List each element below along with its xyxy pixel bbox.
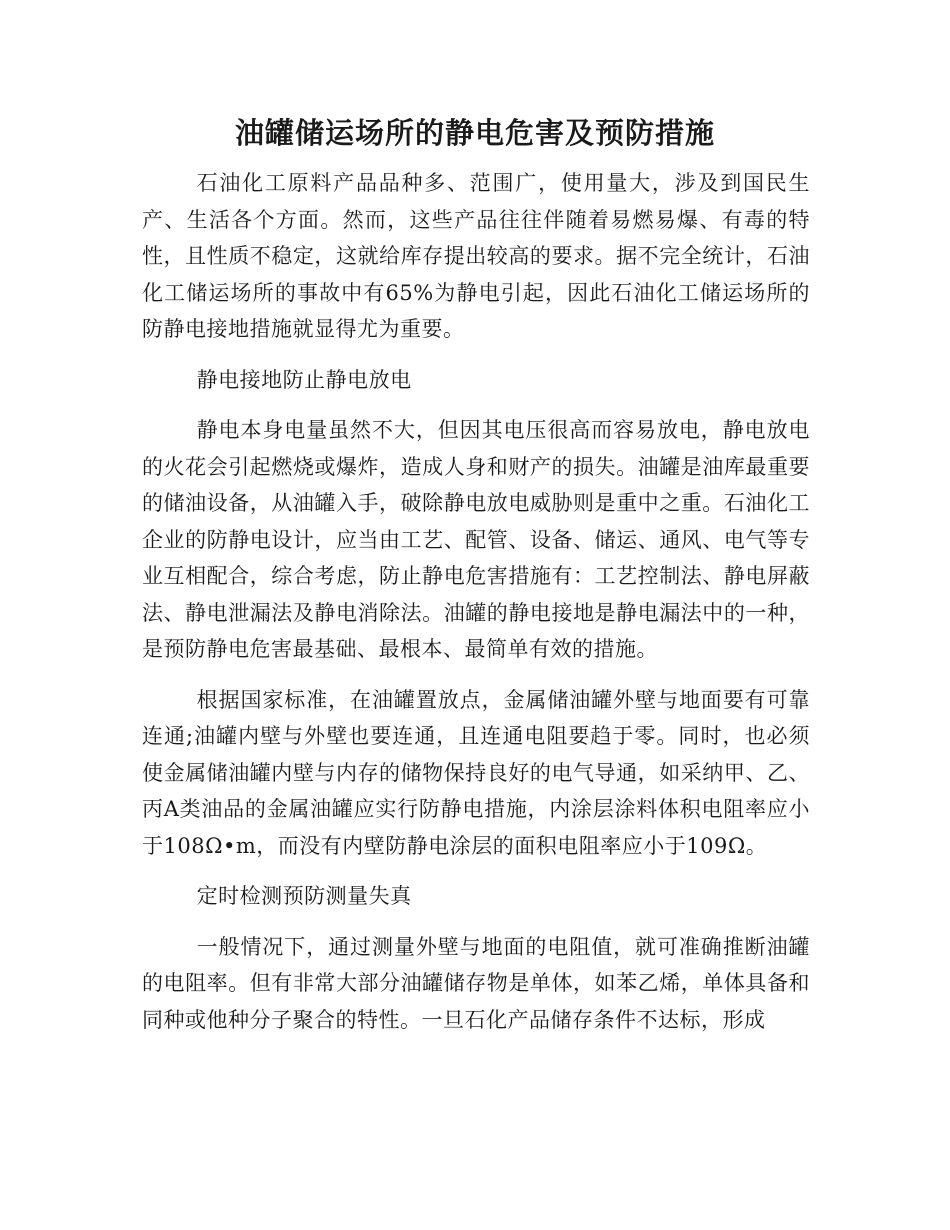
- paragraph-static-discharge: 静电本身电量虽然不大，但因其电压很高而容易放电，静电放电的火花会引起燃烧或爆炸，造成人身和财产的损失。油罐是油库最重要的储油设备，从油罐入手，破除静电放电威胁则是重中之重。石油化工企业的防静电设计，应当由工艺、配管、设备、储运、通风、电气等专业互相配合，综合考虑，防止静电危害措施有：工艺控制法、静电屏蔽法、静电泄漏法及静电消除法。油罐的静电接地是静电漏法中的一种，是预防静电危害最基础、最根本、最简单有效的措施。: [142, 418, 810, 661]
- paragraph-intro: 石油化工原料产品品种多、范围广，使用量大，涉及到国民生产、生活各个方面。然而，这些产品往往伴随着易燃易爆、有毒的特性，且性质不稳定，这就给库存提出较高的要求。据不完全统计，石油化工储运场所的事故中有65%为静电引起，因此石油化工储运场所的防静电接地措施就显得尤为重要。: [142, 171, 810, 341]
- document-body: [142, 165, 810, 1038]
- paragraph-national-standard: 根据国家标准，在油罐置放点，金属储油罐外壁与地面要有可靠连通;油罐内壁与外壁也要连通，且连通电阻要趋于零。同时，也必须使金属储油罐内壁与内存的储物保持良好的电气导通，如采纳甲、乙、丙A类油品的金属油罐应实行防静电措施，内涂层涂料体积电阻率应小于108Ω•m，而没有内壁防静电涂层的面积电阻率应小于109Ω。: [142, 687, 810, 858]
- section-heading-regular-testing: 定时检测预防测量失真: [196, 884, 412, 908]
- document-title: 油罐储运场所的静电危害及预防措施: [234, 116, 715, 150]
- paragraph-resistance-measurement: 一般情况下，通过测量外壁与地面的电阻值，就可准确推断油罐的电阻率。但有非常大部分油罐储存物是单体，如苯乙烯，单体具备和同种或他种分子聚合的特性。一旦石化产品储存条件不达标，形成: [142, 934, 810, 1032]
- section-heading-static-grounding: 静电接地防止静电放电: [196, 367, 412, 392]
